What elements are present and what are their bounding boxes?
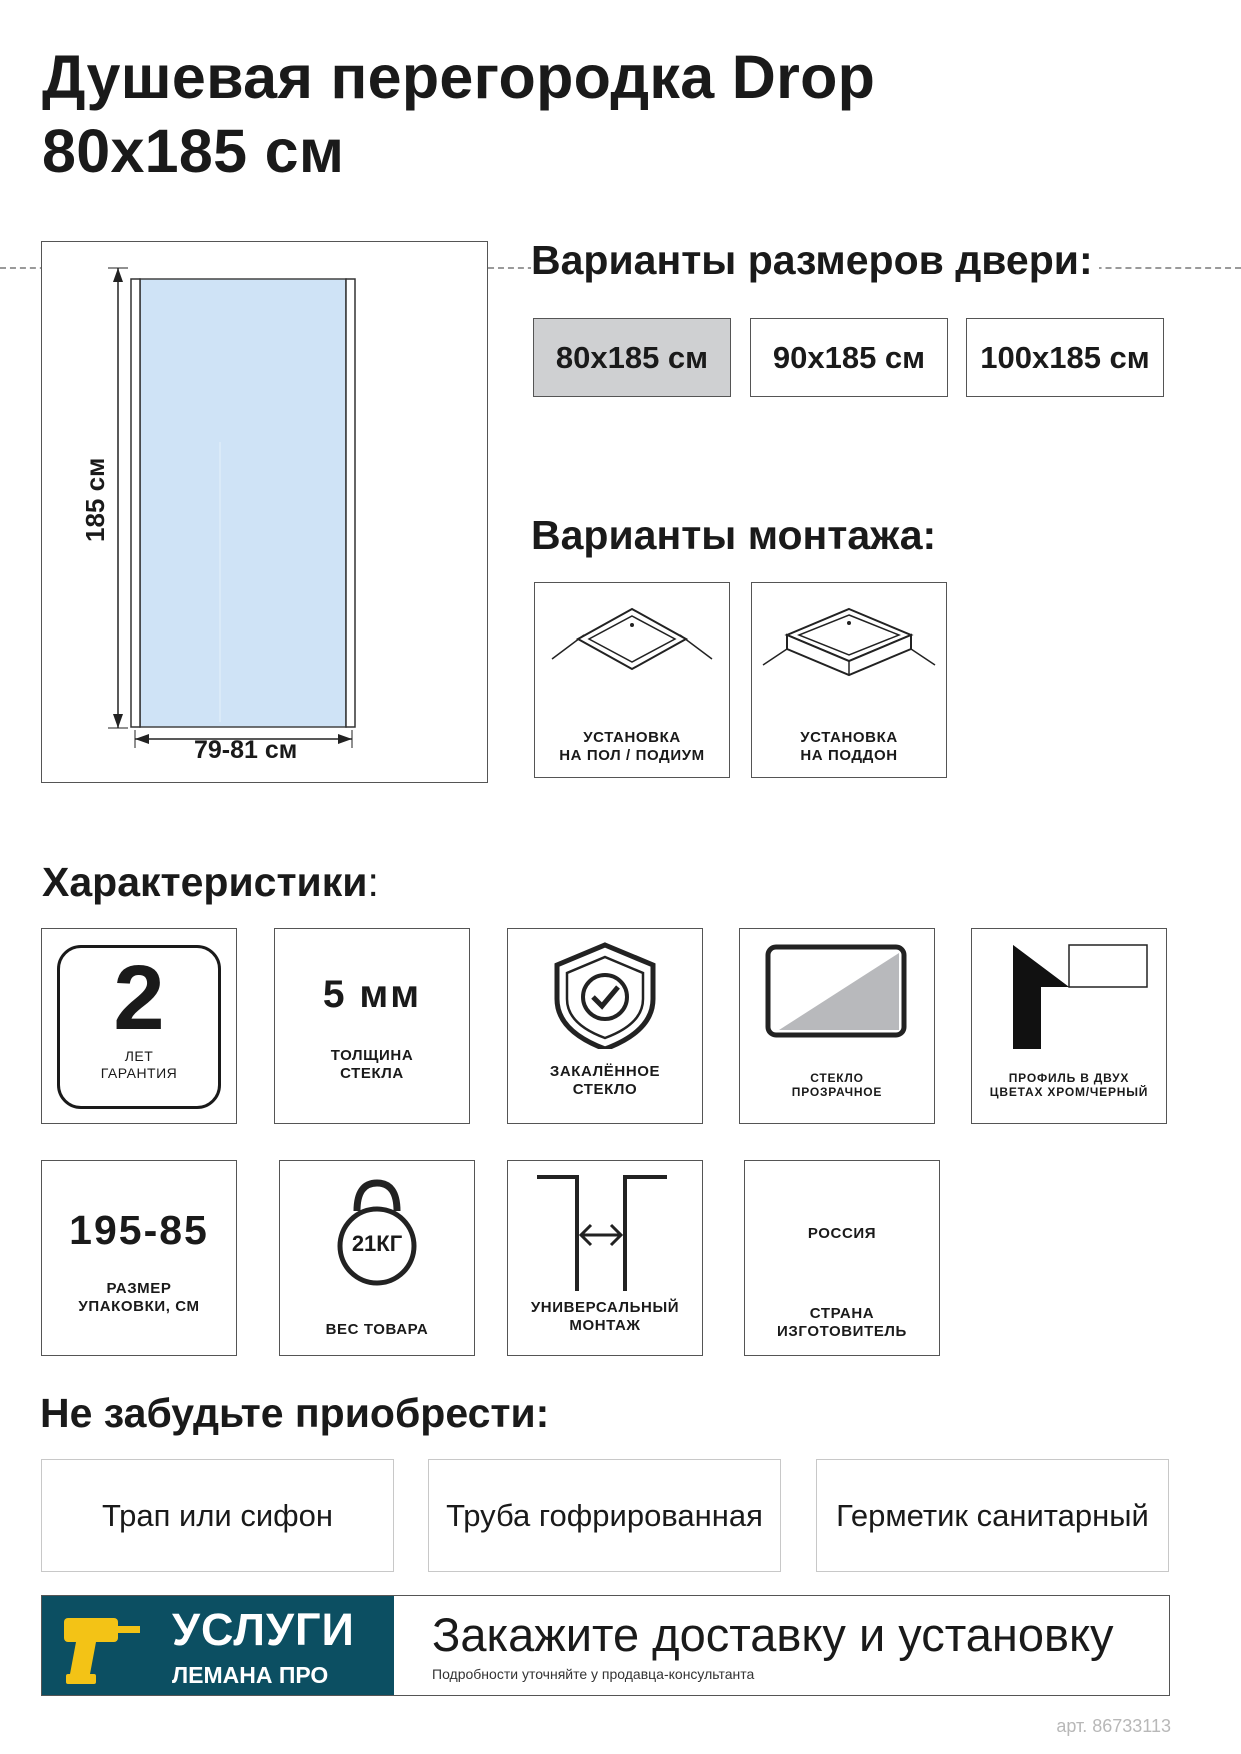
profile-colors-icon [971, 929, 1167, 1049]
specs-heading-text: Характеристики [42, 859, 368, 905]
size-option-80x185[interactable]: 80х185 см [533, 318, 731, 397]
country-caption: СТРАНА ИЗГОТОВИТЕЛЬ [777, 1305, 907, 1340]
package-size-caption: РАЗМЕР УПАКОВКИ, СМ [78, 1280, 200, 1315]
thickness-caption: ТОЛЩИНА СТЕКЛА [330, 1047, 414, 1082]
drill-icon [56, 1606, 146, 1696]
size-option-100x185[interactable]: 100х185 см [966, 318, 1164, 397]
warranty-years: 2 [113, 947, 165, 1049]
mount-floor-label: УСТАНОВКА НА ПОЛ / ПОДИУМ [559, 729, 705, 764]
spec-thickness-tile [274, 928, 470, 1124]
article-number: арт. 86733113 [1056, 1716, 1171, 1736]
accessory-pipe-button[interactable]: Труба гофрированная [428, 1459, 781, 1572]
weight-value: 21КГ [351, 1231, 403, 1256]
floor-install-icon [534, 583, 730, 713]
spec-clear-glass-tile [739, 928, 935, 1124]
warranty-caption: ЛЕТ ГАРАНТИЯ [100, 1048, 178, 1081]
profile-caption: ПРОФИЛЬ В ДВУХ ЦВЕТАХ ХРОМ/ЧЕРНЫЙ [989, 1071, 1149, 1099]
title-line-1: Душевая перегородка Drop [42, 43, 876, 111]
width-label: 79-81 см [194, 736, 298, 764]
shield-check-icon [507, 929, 703, 1049]
title-line-2: 80х185 см [42, 117, 345, 185]
thickness-value: 5 мм [322, 973, 422, 1016]
height-label: 185 см [80, 457, 110, 542]
spec-weight-tile [279, 1160, 475, 1356]
services-title: УСЛУГИ [172, 1604, 355, 1655]
mount-tray-label: УСТАНОВКА НА ПОДДОН [800, 729, 898, 764]
country-value: РОССИЯ [807, 1225, 877, 1242]
spec-country-tile [744, 1160, 940, 1356]
accessory-sealant-button[interactable]: Герметик санитарный [816, 1459, 1169, 1572]
warranty-icon [57, 945, 221, 1109]
mount-floor-tile [534, 582, 730, 778]
services-subline: Подробности уточняйте у продавца-консультанта [432, 1666, 755, 1682]
weight-caption: ВЕС ТОВАРА [325, 1321, 429, 1338]
package-size-value: 195-85 [69, 1207, 209, 1253]
size-option-90x185[interactable]: 90х185 см [750, 318, 948, 397]
services-headline: Закажите доставку и установку [432, 1608, 1114, 1661]
mounting-heading: Варианты монтажа: [531, 512, 937, 558]
page-title [42, 40, 875, 188]
door-sizes-heading-text: Варианты размеров двери: [531, 237, 1099, 283]
door-sizes-heading [531, 236, 1099, 284]
spec-profile-tile [971, 928, 1167, 1124]
accessories-heading: Не забудьте приобрести: [40, 1390, 550, 1436]
services-brand-block [42, 1596, 394, 1695]
services-brand: ЛЕМАНА ПРО [172, 1662, 329, 1688]
mount-tray-tile [751, 582, 947, 778]
kettlebell-icon [327, 1177, 427, 1287]
door-diagram [41, 241, 488, 783]
specs-heading-colon: : [367, 859, 379, 905]
services-banner[interactable] [41, 1595, 1170, 1696]
services-text-block [394, 1596, 1169, 1695]
spec-tempered-tile [507, 928, 703, 1124]
spec-universal-tile [507, 1160, 703, 1356]
universal-mount-icon [507, 1161, 703, 1291]
spec-warranty-tile [41, 928, 237, 1124]
universal-caption: УНИВЕРСАЛЬНЫЙ МОНТАЖ [530, 1299, 680, 1334]
spec-package-tile [41, 1160, 237, 1356]
tray-install-icon [751, 583, 947, 713]
tempered-caption: ЗАКАЛЁННОЕ СТЕКЛО [549, 1063, 661, 1098]
clear-glass-icon [739, 929, 935, 1049]
clear-glass-caption: СТЕКЛО ПРОЗРАЧНОЕ [791, 1071, 883, 1099]
specs-heading [42, 858, 379, 906]
accessory-drain-button[interactable]: Трап или сифон [41, 1459, 394, 1572]
